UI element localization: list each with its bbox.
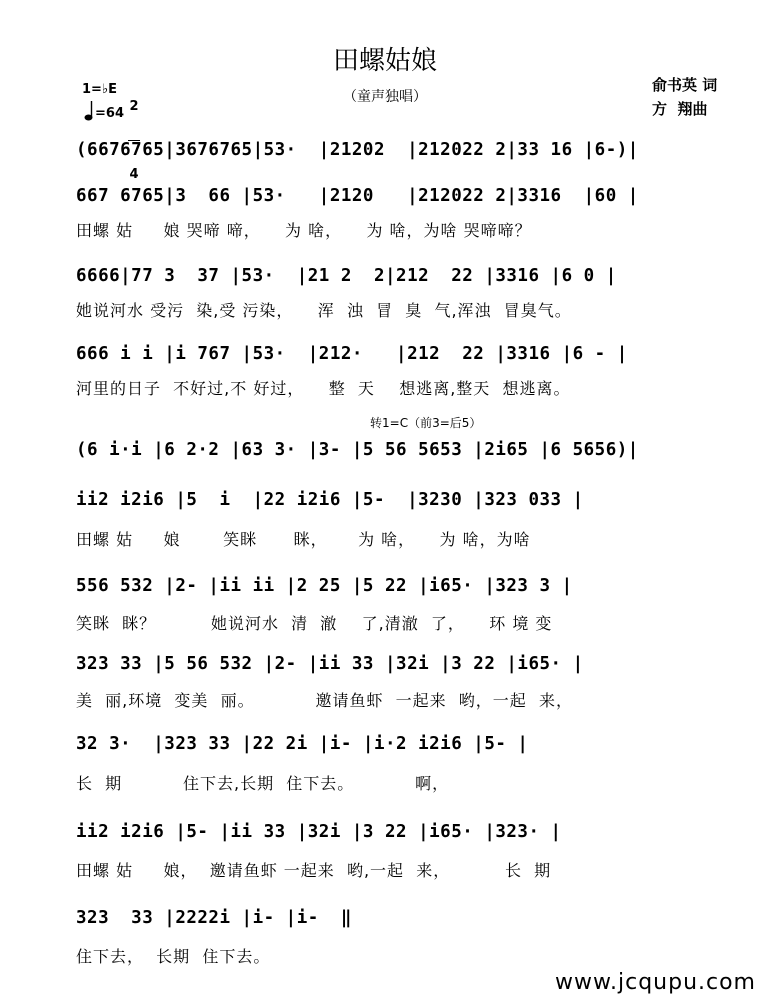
lyrics-line-2: 田螺 姑 娘 哭啼 啼， 为 啥， 为 啥，为啥 哭啼啼？ xyxy=(76,221,532,240)
lyrics-line-9: 长 期 住下去,长期 住下去。 啊， xyxy=(76,774,450,793)
notation-line-8: 323 33 |5 56 532 |2- |ii 33 |32i |3 22 |i65· | xyxy=(76,654,584,674)
notation-line-11: 323 33 |2222i |i- |i- ‖ xyxy=(76,908,352,928)
notation-line-7: 556 532 |2- |ii ii |2 25 |5 22 |i65· |323 3 | xyxy=(76,576,573,596)
lyrics-line-11: 住下去， 长期 住下去。 xyxy=(76,947,271,966)
lyrics-line-10: 田螺 姑 娘， 邀请鱼虾 一起来 哟,一起 来， 长 期 xyxy=(76,861,552,880)
notation-line-5: (6 i·i |6 2·2 |63 3· |3- |5 56 5653 |2i65 |6 5656)| xyxy=(76,440,639,460)
notation-line-10: ii2 i2i6 |5- |ii 33 |32i |3 22 |i65· |323· | xyxy=(76,822,562,842)
quarter-note-icon xyxy=(84,100,94,122)
lyrics-line-7: 笑眯 眯？ 她说河水 清 澈 了,清澈 了， 环 境 变 xyxy=(76,614,553,633)
notation-line-6: ii2 i2i6 |5 i |22 i2i6 |5- |3230 |323 033 | xyxy=(76,490,584,510)
notation-line-2: 667 6765|3 66 |53· |2120 |212022 2|3316 |60 | xyxy=(76,186,639,206)
watermark: www.jcqupu.com xyxy=(555,970,756,995)
lyrics-line-6: 田螺 姑 娘 笑眯 眯， 为 啥， 为 啥，为啥 xyxy=(76,530,531,549)
page-title: 田螺姑娘 xyxy=(332,46,437,76)
lyrics-line-4: 河里的日子 不好过,不 好过， 整 天 想逃离,整天 想逃离。 xyxy=(76,379,571,398)
notation-line-3: 6666|77 3 37 |53· |21 2 2|212 22 |3316 |6 0 | xyxy=(76,266,617,286)
key-signature: 1=♭E xyxy=(82,82,117,97)
modulation-note: 转1=C（前3=后5） xyxy=(370,416,482,430)
time-signature-top: 2 xyxy=(129,99,139,114)
composer-credit: 方 翔曲 xyxy=(652,100,708,118)
lyricist-credit: 俞书英 词 xyxy=(652,76,718,94)
time-signature-bottom: 4 xyxy=(129,167,139,182)
notation-line-1: (6676765|3676765|53· |21202 |212022 2|33 16 |6-)| xyxy=(76,140,639,160)
subtitle: （童声独唱） xyxy=(343,89,427,105)
notation-line-4: 666 i i |i 767 |53· |212· |212 22 |3316 |6 - | xyxy=(76,344,628,364)
lyrics-line-3: 她说河水 受污 染,受 污染， 浑 浊 冒 臭 气,浑浊 冒臭气。 xyxy=(76,301,572,320)
time-signature xyxy=(128,74,140,194)
notation-line-9: 32 3· |323 33 |22 2i |i- |i·2 i2i6 |5- | xyxy=(76,734,529,754)
lyrics-line-8: 美 丽,环境 变美 丽。 邀请鱼虾 一起来 哟，一起 来， xyxy=(76,691,573,710)
tempo-marking: =64 xyxy=(95,106,124,121)
